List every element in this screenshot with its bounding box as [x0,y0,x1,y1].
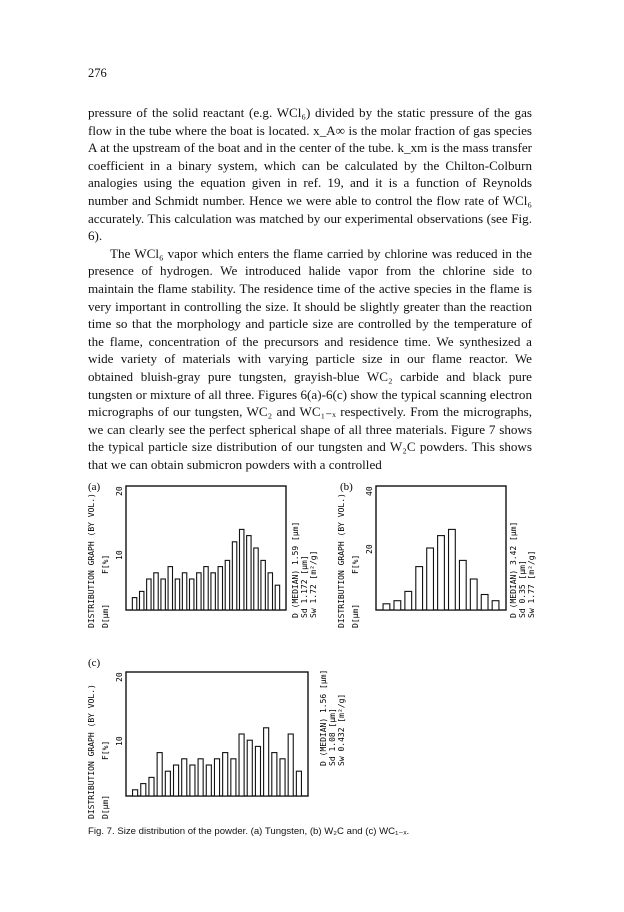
histogram-bar [198,759,203,796]
body-text [88,104,532,473]
histogram-bar [239,734,244,796]
histogram-bar [218,567,222,610]
x-axis-label: D[μm] [351,603,360,628]
histogram-bar [275,585,279,610]
paragraph: The WCl₆ vapor which enters the flame carried by chlorine was reduced in the presence of hydrogen. We introduced halide vapor from the chlorine side to maintain the flame stability. The residence time of the active species in the flame is very important in controlling the size. It should be slightly greater than the reaction time so that the morphology and particle size are controlled by the temperature of the flame, concentration of the precursors and residence time. We synthesized a wide variety of materials with varying particle size in our flame reactor. We obtained bluish-gray pure tungsten, grayish-blue WC₂ carbide and black pure tungsten or mixture of all three. Figures 6(a)-6(c) show the typical scanning electron micrographs of our tungsten, WC₂ and WC₁₋ₓ respectively. From the micrographs, we can clearly see the perfect spherical shape of all three materials. Figure 7 shows the typical particle size distribution of our tungsten and W₂C powders. This shows that we can obtain submicron powders with a controlled [88,245,532,472]
bar-series [383,529,499,610]
stat-sd: Sd 1.172 [μm] [300,555,309,618]
histogram-bar [280,759,285,796]
histogram-bar [190,765,195,796]
histogram-bar [225,560,229,610]
histogram-bar [247,740,252,796]
side-label: DISTRIBUTION GRAPH (BY VOL.) [87,493,96,628]
stats-block [509,522,536,618]
histogram-bar [405,591,412,610]
paragraph: pressure of the solid reactant (e.g. WCl₆) divided by the static pressure of the gas flow in the tube where the boat is located. x_A∞ is the molar fraction of gas species A at the upstream of the boat and in the center of the tube. k_xm is the mass transfer coefficient in a binary system, which can be calculated by the Chilton-Colburn analogies using the equation given in ref. 19, and it is a function of Reynolds number and Schmidt number. Hence we were able to control the flow rate of WCl₆ accurately. This calculation was matched by our experimental observations (see Fig. 6). [88,105,532,244]
stat-sw: Sw 1.72 [m²/g] [309,550,318,618]
histogram-bar [149,777,154,796]
panel-a-svg [87,478,318,638]
histogram-bar [232,542,236,610]
stat-sd: Sd 0.35 [μm] [518,560,527,618]
histogram-bar [416,567,423,610]
histogram-bar [268,573,272,610]
histogram-bar [394,601,401,610]
histogram-bar [261,560,265,610]
panel-label: (c) [88,657,101,669]
bar-series [132,529,279,610]
histogram-bar [182,759,187,796]
histogram-bar [214,759,219,796]
page-number: 276 [88,66,107,80]
histogram-bar [223,753,228,796]
stat-sw: Sw 1.77 [m²/g] [527,550,536,618]
panel-label: (a) [88,481,101,493]
stat-median: D (MEDIAN) 3.42 [μm] [509,521,518,618]
histogram-bar [254,548,258,610]
histogram-bar [154,573,158,610]
stat-median: D (MEDIAN) 1.59 [μm] [291,521,300,618]
histogram-bar [165,771,170,796]
histogram-bar [190,579,194,610]
figure-panel-c [88,654,348,824]
histogram-bar [264,728,269,796]
histogram-bar [147,579,151,610]
histogram-bar [204,567,208,610]
histogram-bar [449,529,456,610]
histogram-bar [459,560,466,610]
x-axis-label: D[μm] [101,794,110,819]
side-label: DISTRIBUTION GRAPH (BY VOL.) [337,493,346,628]
histogram-bar [383,604,390,610]
histogram-bar [470,579,477,610]
histogram-bar [296,771,301,796]
figure-panel-b [338,478,538,638]
histogram-bar [247,536,251,610]
y-mid-tick: 10 [115,550,124,560]
panel-c-svg [88,654,348,824]
histogram-bar [141,784,146,796]
histogram-bar [132,598,136,610]
bar-series [133,728,302,796]
y-max-tick: 20 [115,486,124,496]
figure-panel-a [87,478,318,638]
histogram-bar [255,746,260,796]
histogram-bar [481,595,488,611]
histogram-bar [427,548,434,610]
histogram-bar [438,536,445,610]
histogram-bar [272,753,277,796]
histogram-bar [133,790,138,796]
stat-sd: Sd 1.08 [μm] [328,708,337,766]
histogram-bar [492,601,499,610]
y-max-tick: 20 [115,672,124,682]
histogram-bar [168,567,172,610]
histogram-bar [175,579,179,610]
histogram-bar [231,759,236,796]
figure-caption: Fig. 7. Size distribution of the powder. (a) Tungsten, (b) W₂C and (c) WC₁₋ₓ. [88,826,410,837]
stats-block [319,670,346,766]
panel-label: (b) [340,481,353,493]
stat-median: D (MEDIAN) 1.56 [μm] [319,669,328,766]
side-label: DISTRIBUTION GRAPH (BY VOL.) [87,684,96,819]
histogram-bar [197,573,201,610]
y-axis-label: F[%] [101,554,110,574]
y-axis-label: F[%] [101,740,110,760]
y-max-tick: 40 [365,486,374,496]
y-axis-label: F[%] [351,554,360,574]
stats-block [291,522,318,618]
histogram-bar [288,734,293,796]
panel-b-svg [338,478,538,638]
x-axis-label: D[μm] [101,603,110,628]
histogram-bar [206,765,211,796]
y-mid-tick: 10 [115,736,124,746]
stat-sw: Sw 0.432 [m²/g] [337,693,346,766]
histogram-bar [174,765,179,796]
histogram-bar [240,529,244,610]
y-mid-tick: 20 [365,544,374,554]
histogram-bar [211,573,215,610]
histogram-bar [161,579,165,610]
histogram-bar [182,573,186,610]
histogram-bar [157,753,162,796]
histogram-bar [140,591,144,610]
